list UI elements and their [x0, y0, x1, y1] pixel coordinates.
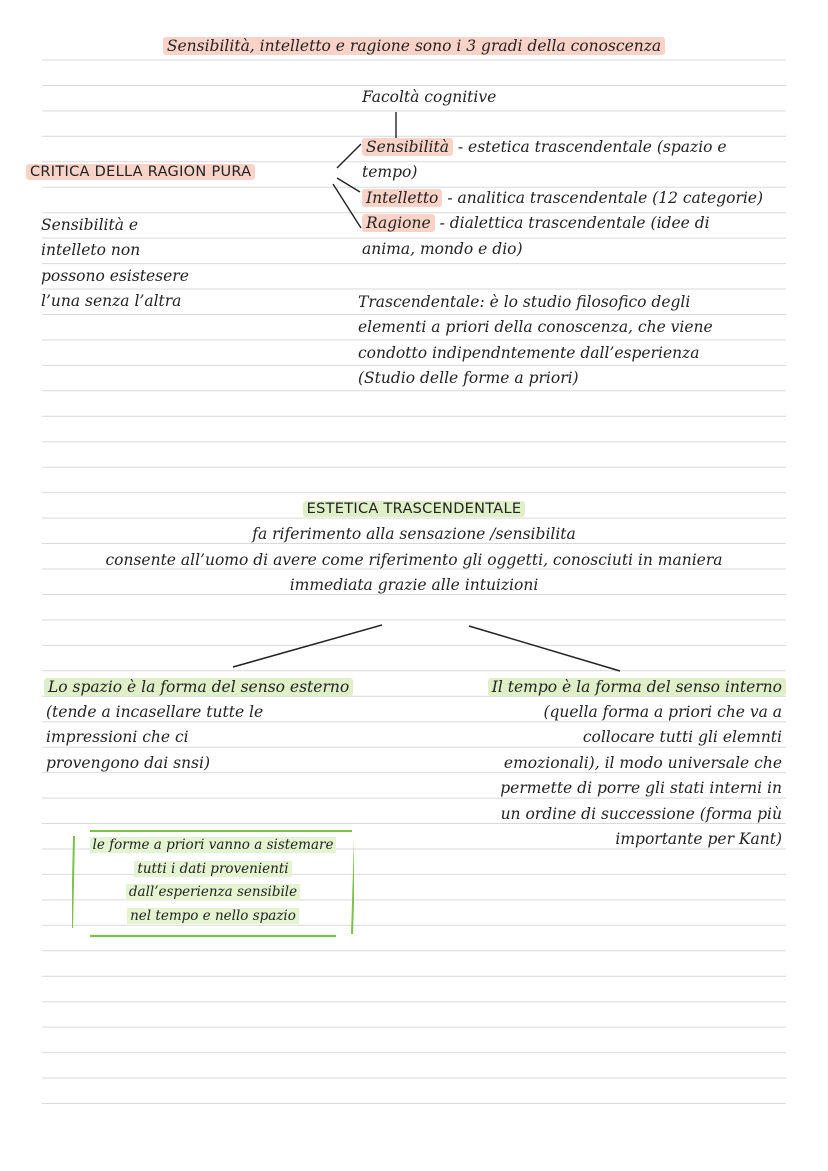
tempo-line-2: collocare tutti gli elemnti [582, 728, 782, 746]
tempo-heading: Il tempo è la forma del senso interno [420, 675, 786, 700]
box-line-1: le forme a priori vanno a sistemare [72, 834, 354, 858]
spazio-line-2: impressioni che ci [46, 728, 189, 746]
estetica-line-3: immediata grazie alle intuizioni [289, 576, 539, 594]
estetica-line-2: consente all’uomo di avere come riferimento gli oggetti, conosciuti in maniera [105, 551, 723, 569]
definition-line-1: Trascendentale: è lo studio filosofico degli [358, 293, 691, 311]
facolta-header: Facoltà cognitive [362, 88, 497, 106]
box-line-4: nel tempo e nello spazio [72, 905, 354, 929]
tempo-line-5: un ordine di successione (forma più [500, 805, 782, 823]
intelletto-line: Intelletto - analitica trascendentale (12 categorie) [362, 186, 763, 211]
side-note-4: l’una senza l’altra [41, 292, 182, 310]
ragione-line-2: anima, mondo e dio) [362, 240, 523, 258]
estetica-line-1: fa riferimento alla sensazione /sensibilita [252, 525, 576, 543]
box-line-3: dall’esperienza sensibile [72, 881, 354, 905]
definition-line-3: condotto indipendntemente dall’esperienza [358, 344, 700, 362]
definition-line-2: elementi a priori della conoscenza, che viene [358, 318, 713, 336]
ragione-line: Ragione - dialettica trascendentale (idee di [362, 211, 710, 236]
critica-label: CRITICA DELLA RAGION PURA [26, 160, 255, 185]
spazio-line-1: (tende a incasellare tutte le [46, 703, 264, 721]
side-note-1: Sensibilità e [41, 216, 139, 234]
sensibilita-line: Sensibilità - estetica trascendentale (spazio e [362, 135, 727, 160]
tempo-line-1: (quella forma a priori che va a [543, 703, 782, 721]
page-title: Sensibilità, intelletto e ragione sono i 3 gradi della conoscenza [0, 34, 828, 59]
summary-box-text [72, 834, 354, 928]
box-line-2: tutti i dati provenienti [72, 858, 354, 882]
definition-line-4: (Studio delle forme a priori) [358, 369, 579, 387]
summary-box [72, 830, 354, 936]
tempo-line-3: emozionali), il modo universale che [503, 754, 782, 772]
tempo-line-6: importante per Kant) [615, 830, 782, 848]
side-note-2: intelleto non [41, 241, 141, 259]
tempo-line-4: permette di porre gli stati interni in [500, 779, 782, 797]
spazio-heading: Lo spazio è la forma del senso esterno [44, 675, 353, 700]
estetica-heading: ESTETICA TRASCENDENTALE [0, 497, 828, 522]
spazio-line-3: provengono dai snsi) [46, 754, 211, 772]
sensibilita-line-2: tempo) [362, 163, 418, 181]
side-note-3: possono esistesere [41, 267, 189, 285]
